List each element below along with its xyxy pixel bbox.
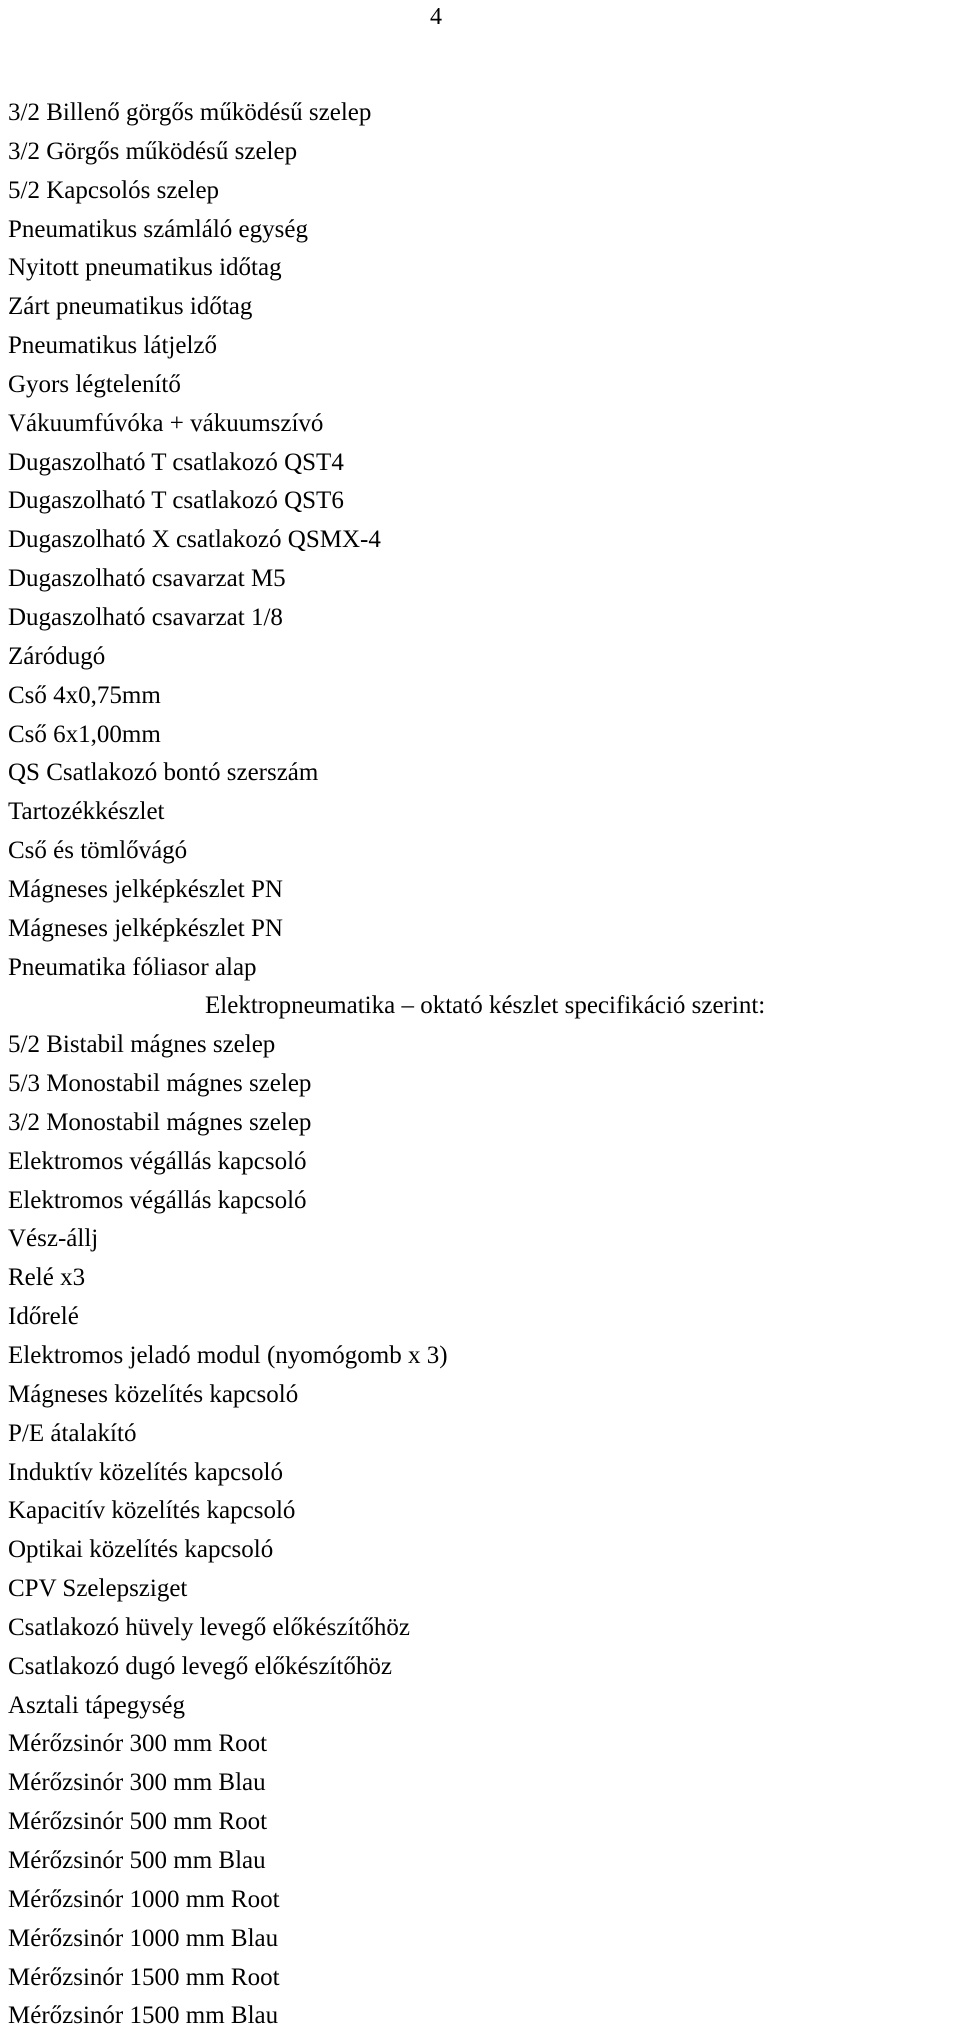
list-item: Mágneses jelképkészlet PN bbox=[8, 875, 283, 903]
list-item: Cső és tömlővágó bbox=[8, 837, 188, 865]
list-item: 3/2 Görgős működésű szelep bbox=[8, 137, 298, 165]
list-item: Mérőzsinór 300 mm Blau bbox=[8, 1769, 266, 1797]
list-item: Elektromos jeladó modul (nyomógomb x 3) bbox=[8, 1342, 448, 1369]
list-item: Cső 6x1,00mm bbox=[8, 720, 161, 748]
list-item: Cső 4x0,75mm bbox=[8, 681, 161, 709]
list-item: Mérőzsinór 1000 mm Root bbox=[8, 1885, 280, 1913]
list-item: Elektromos végállás kapcsoló bbox=[8, 1147, 307, 1175]
list-item: Vész-állj bbox=[8, 1225, 99, 1253]
list-item: Mágneses közelítés kapcsoló bbox=[8, 1380, 299, 1408]
list-item: Zárt pneumatikus időtag bbox=[8, 293, 253, 321]
list-item: Mérőzsinór 1500 mm Root bbox=[8, 1963, 280, 1991]
list-item: Asztali tápegység bbox=[8, 1691, 186, 1719]
list-item: Dugaszolható csavarzat M5 bbox=[8, 565, 286, 593]
list-item: Időrelé bbox=[8, 1303, 79, 1331]
pneumatics-items bbox=[8, 94, 948, 987]
list-item: Elektromos végállás kapcsoló bbox=[8, 1186, 307, 1214]
list-item: Nyitott pneumatikus időtag bbox=[8, 254, 282, 282]
list-item: QS Csatlakozó bontó szerszám bbox=[8, 759, 319, 787]
list-item: Tartozékkészlet bbox=[8, 798, 165, 826]
list-item: Pneumatika fóliasor alap bbox=[8, 953, 257, 981]
list-item: 3/2 Monostabil mágnes szelep bbox=[8, 1108, 312, 1136]
equipment-list bbox=[8, 94, 948, 2036]
list-item: Csatlakozó dugó levegő előkészítőhöz bbox=[8, 1652, 392, 1680]
list-item: Dugaszolható X csatlakozó QSMX-4 bbox=[8, 526, 381, 554]
list-item: Pneumatikus látjelző bbox=[8, 332, 217, 360]
list-item: Dugaszolható T csatlakozó QST4 bbox=[8, 448, 344, 476]
list-item: 5/3 Monostabil mágnes szelep bbox=[8, 1070, 312, 1098]
page-number: 4 bbox=[430, 4, 442, 30]
list-item: Mérőzsinór 1500 mm Blau bbox=[8, 2002, 279, 2030]
list-item: Gyors légtelenítő bbox=[8, 370, 181, 398]
list-item: Mérőzsinór 500 mm Root bbox=[8, 1808, 268, 1836]
section-heading-electropneumatics: Elektropneumatika – oktató készlet specifikáció szerint: bbox=[205, 992, 766, 1020]
list-item: Csatlakozó hüvely levegő előkészítőhöz bbox=[8, 1613, 410, 1641]
list-item: Pneumatikus számláló egység bbox=[8, 215, 308, 243]
list-item: Induktív közelítés kapcsoló bbox=[8, 1458, 283, 1486]
list-item: 5/2 Kapcsolós szelep bbox=[8, 176, 220, 204]
electropneumatics-items bbox=[8, 1026, 948, 2036]
list-item: Mágneses jelképkészlet PN bbox=[8, 914, 283, 942]
list-item: Mérőzsinór 1000 mm Blau bbox=[8, 1924, 279, 1952]
list-item: Kapacitív közelítés kapcsoló bbox=[8, 1497, 296, 1525]
list-item: 5/2 Bistabil mágnes szelep bbox=[8, 1031, 276, 1059]
list-item: Vákuumfúvóka + vákuumszívó bbox=[8, 409, 324, 437]
list-item: Optikai közelítés kapcsoló bbox=[8, 1536, 274, 1564]
list-item: Dugaszolható T csatlakozó QST6 bbox=[8, 487, 344, 515]
list-item: Dugaszolható csavarzat 1/8 bbox=[8, 603, 283, 631]
list-item: CPV Szelepsziget bbox=[8, 1575, 188, 1603]
list-item: Mérőzsinór 300 mm Root bbox=[8, 1730, 268, 1758]
list-item: 3/2 Billenő görgős működésű szelep bbox=[8, 99, 372, 126]
list-item: Mérőzsinór 500 mm Blau bbox=[8, 1846, 266, 1874]
list-item: P/E átalakító bbox=[8, 1419, 137, 1447]
list-item: Relé x3 bbox=[8, 1264, 86, 1292]
list-item: Záródugó bbox=[8, 642, 106, 670]
